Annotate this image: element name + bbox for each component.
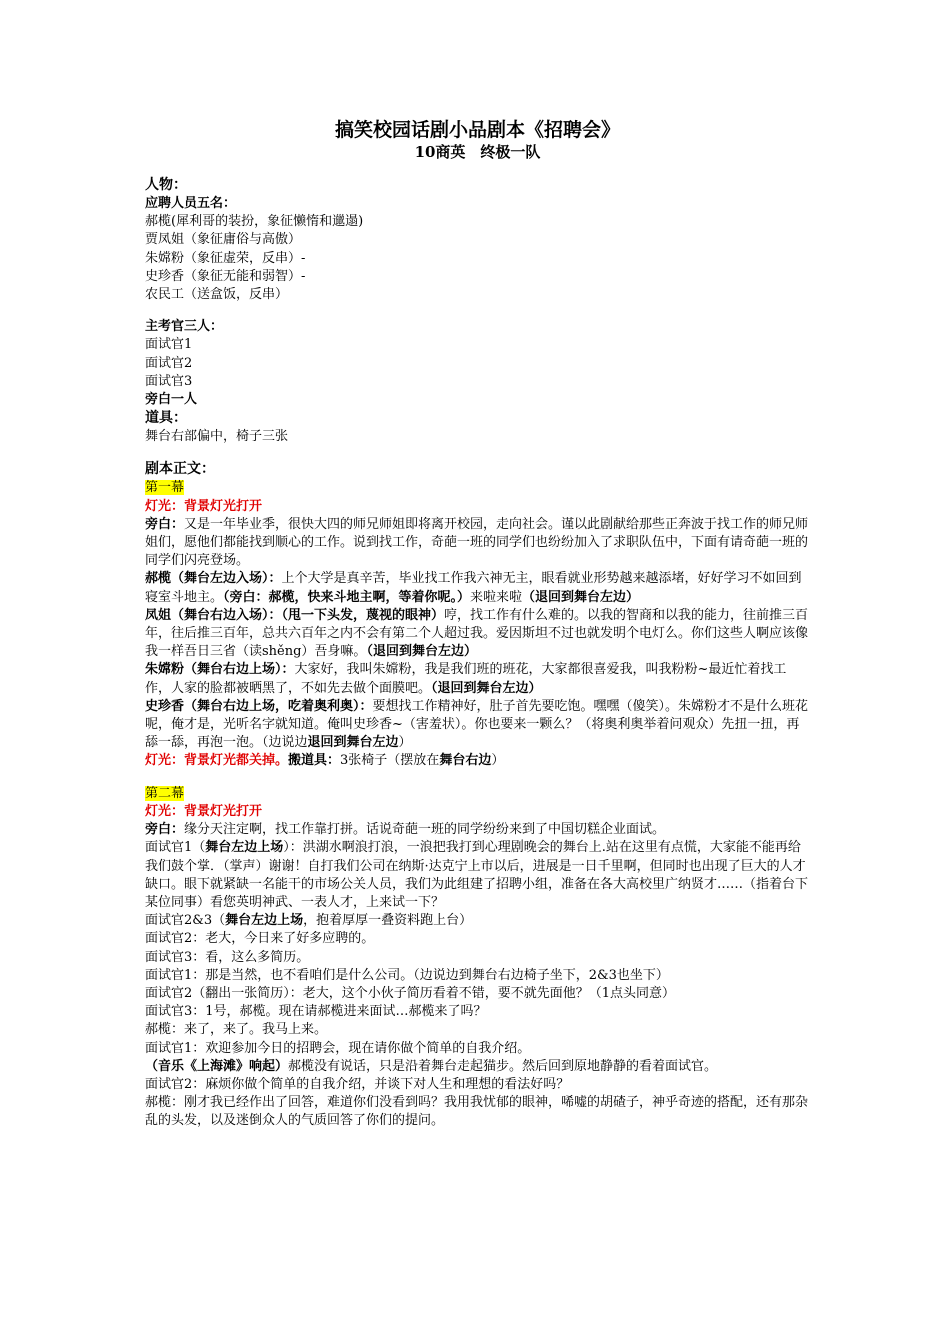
examiner-item: 面试官2: [145, 355, 193, 371]
applicants-heading: 应聘人员五名：: [145, 196, 237, 211]
act2-label: 第二幕: [145, 785, 185, 801]
act1-narrator: 旁白：又是一年毕业季，很快大四的师兄师姐即将离开校园，走向社会。谨以此剧献给那些正奔波于找工作的师兄师姐们，愿他们都能找到顺心的工作。说到找工作，奇葩一班的同学们也纷纷加入了求职队伍中，下面有请奇葩一班的同学们闪亮登场。: [145, 516, 809, 569]
dialogue-line: 面试官1：那是当然，也不看咱们是什么公司。（边说边到舞台右边椅子坐下，2&3也坐下）: [145, 967, 669, 983]
act2-interviewer23-entry: 面试官2&3（舞台左边上场，抱着厚厚一叠资料跑上台）: [145, 913, 473, 929]
examiner-item: 面试官3: [145, 373, 193, 389]
examiner-item: 面试官1: [145, 337, 193, 353]
applicant-item: 农民工（送盒饭，反串）: [145, 287, 289, 303]
act1-feng: 凤姐（舞台右边入场）：（甩一下头发，蔑视的眼神）哼，找工作有什么难的。以我的智商和以我的能力，往前推三百年，往后推三百年，总共六百年之内不会有第二个人超过我。爱因斯坦不过也就发明个电灯么。你们这些人啊应该像我一样吾日三省（读shěng）吾身嘛。（退回到舞台左边）: [145, 607, 809, 660]
dialogue-line: 面试官2（翻出一张简历）：老大，这个小伙子简历看着不错，要不就先面他？（1点头同意）: [145, 985, 676, 1001]
examiners-heading: 主考官三人：: [145, 319, 224, 335]
dialogue-line: 面试官3：1号，郝榄。现在请郝榄进来面试…郝榄来了吗？: [145, 1004, 487, 1020]
act1-light-on: 灯光：背景灯光打开: [145, 498, 263, 514]
act1-hao: 郝榄（舞台左边入场）：上个大学是真辛苦，毕业找工作我六神无主，眼看就业形势越来越添堵，好好学习不如回到寝室斗地主。（旁白：郝榄，快来斗地主啊，等着你呢。）来啦来啦（退回到舞台左边）: [145, 571, 802, 605]
act2-interviewer1-entry: 面试官1（舞台左边上场）：洪湖水啊浪打浪，一浪把我打到心理剧晚会的舞台上.站在这里有点慌，大家能不能再给我们鼓个掌．（掌声）谢谢！自打我们公司在纳斯·达克宁上市以后，进展是一日千里啊，但同时也出现了巨大的人才缺口。眼下就紧缺一名能干的市场公关人员，我们为此组建了招聘小组，准备在各大高校里广纳贤才……（指着台下某位同事）看您英明神武、一表人才，上来试一下？: [145, 840, 809, 910]
act2-narrator: 旁白：缘分天注定啊，找工作靠打拼。话说奇葩一班的同学纷纷来到了中国切糕企业面试。: [145, 822, 666, 838]
dialogue-line: 面试官2：麻烦你做个简单的自我介绍，并谈下对人生和理想的看法好吗？: [145, 1076, 570, 1092]
characters-section: [145, 176, 810, 446]
dialogue-line: 面试官2：老大，今日来了好多应聘的。: [145, 931, 375, 947]
music-cue: （音乐《上海滩》响起）郝榄没有说话，只是沿着舞台走起猫步。然后回到原地静静的看着面试官。: [145, 1058, 718, 1074]
script-heading: 剧本正文：: [145, 461, 215, 478]
script-section: [145, 460, 810, 1130]
dialogue-line: 面试官1：欢迎参加今日的招聘会，现在请你做个简单的自我介绍。: [145, 1040, 531, 1056]
applicant-item: 郝榄(犀利哥的装扮，象征懒惰和邋遢): [145, 214, 364, 230]
props-text: 舞台右部偏中，椅子三张: [145, 429, 289, 445]
document-subtitle: 10商英 终极一队: [414, 143, 541, 161]
act2-light-on: 灯光：背景灯光打开: [145, 803, 263, 819]
props-heading: 道具：: [145, 410, 187, 427]
dialogue-line: 郝榄：来了，来了。我马上来。: [145, 1022, 328, 1038]
act1-light-off: 灯光：背景灯光都关掉。搬道具：3张椅子（摆放在舞台右边）: [145, 753, 505, 769]
act1-label: 第一幕: [145, 480, 185, 496]
characters-heading: 人物：: [145, 177, 187, 193]
narrator-role: 旁白一人: [145, 392, 198, 408]
applicant-item: 贾凤姐（象征庸俗与高傲）: [145, 232, 302, 248]
applicant-item: 朱嫦粉（象征虚荣，反串）-: [145, 250, 306, 266]
act1-shi: 史珍香（舞台右边上场，吃着奥利奥）：要想找工作精神好，肚子首先要吃饱。嘿嘿（傻笑）。朱嫦粉才不是什么班花呢，俺才是，光听名字就知道。俺叫史珍香~（害羞状）。你也要来一颗么？（将奥利奥举着问观众）先扭一扭，再舔一舔，再泡一泡。（边说边退回到舞台左边）: [145, 698, 809, 751]
document-title: 搞笑校园话剧小品剧本《招聘会》: [334, 119, 620, 141]
document-page: [145, 118, 810, 1131]
dialogue-line: 郝榄：刚才我已经作出了回答，难道你们没看到吗？我用我忧郁的眼神，唏嘘的胡碴子，神乎奇迹的搭配，还有那杂乱的头发，以及迷倒众人的气质回答了你们的提问。: [145, 1095, 809, 1129]
applicant-item: 史珍香（象征无能和弱智）-: [145, 268, 306, 284]
act1-zhu: 朱嫦粉（舞台右边上场）：大家好，我叫朱嫦粉，我是我们班的班花，大家都很喜爱我，叫我粉粉~最近忙着找工作，人家的脸都被晒黑了，不如先去做个面膜吧。（退回到舞台左边）: [145, 662, 787, 696]
dialogue-line: 面试官3：看，这么多简历。: [145, 949, 310, 965]
